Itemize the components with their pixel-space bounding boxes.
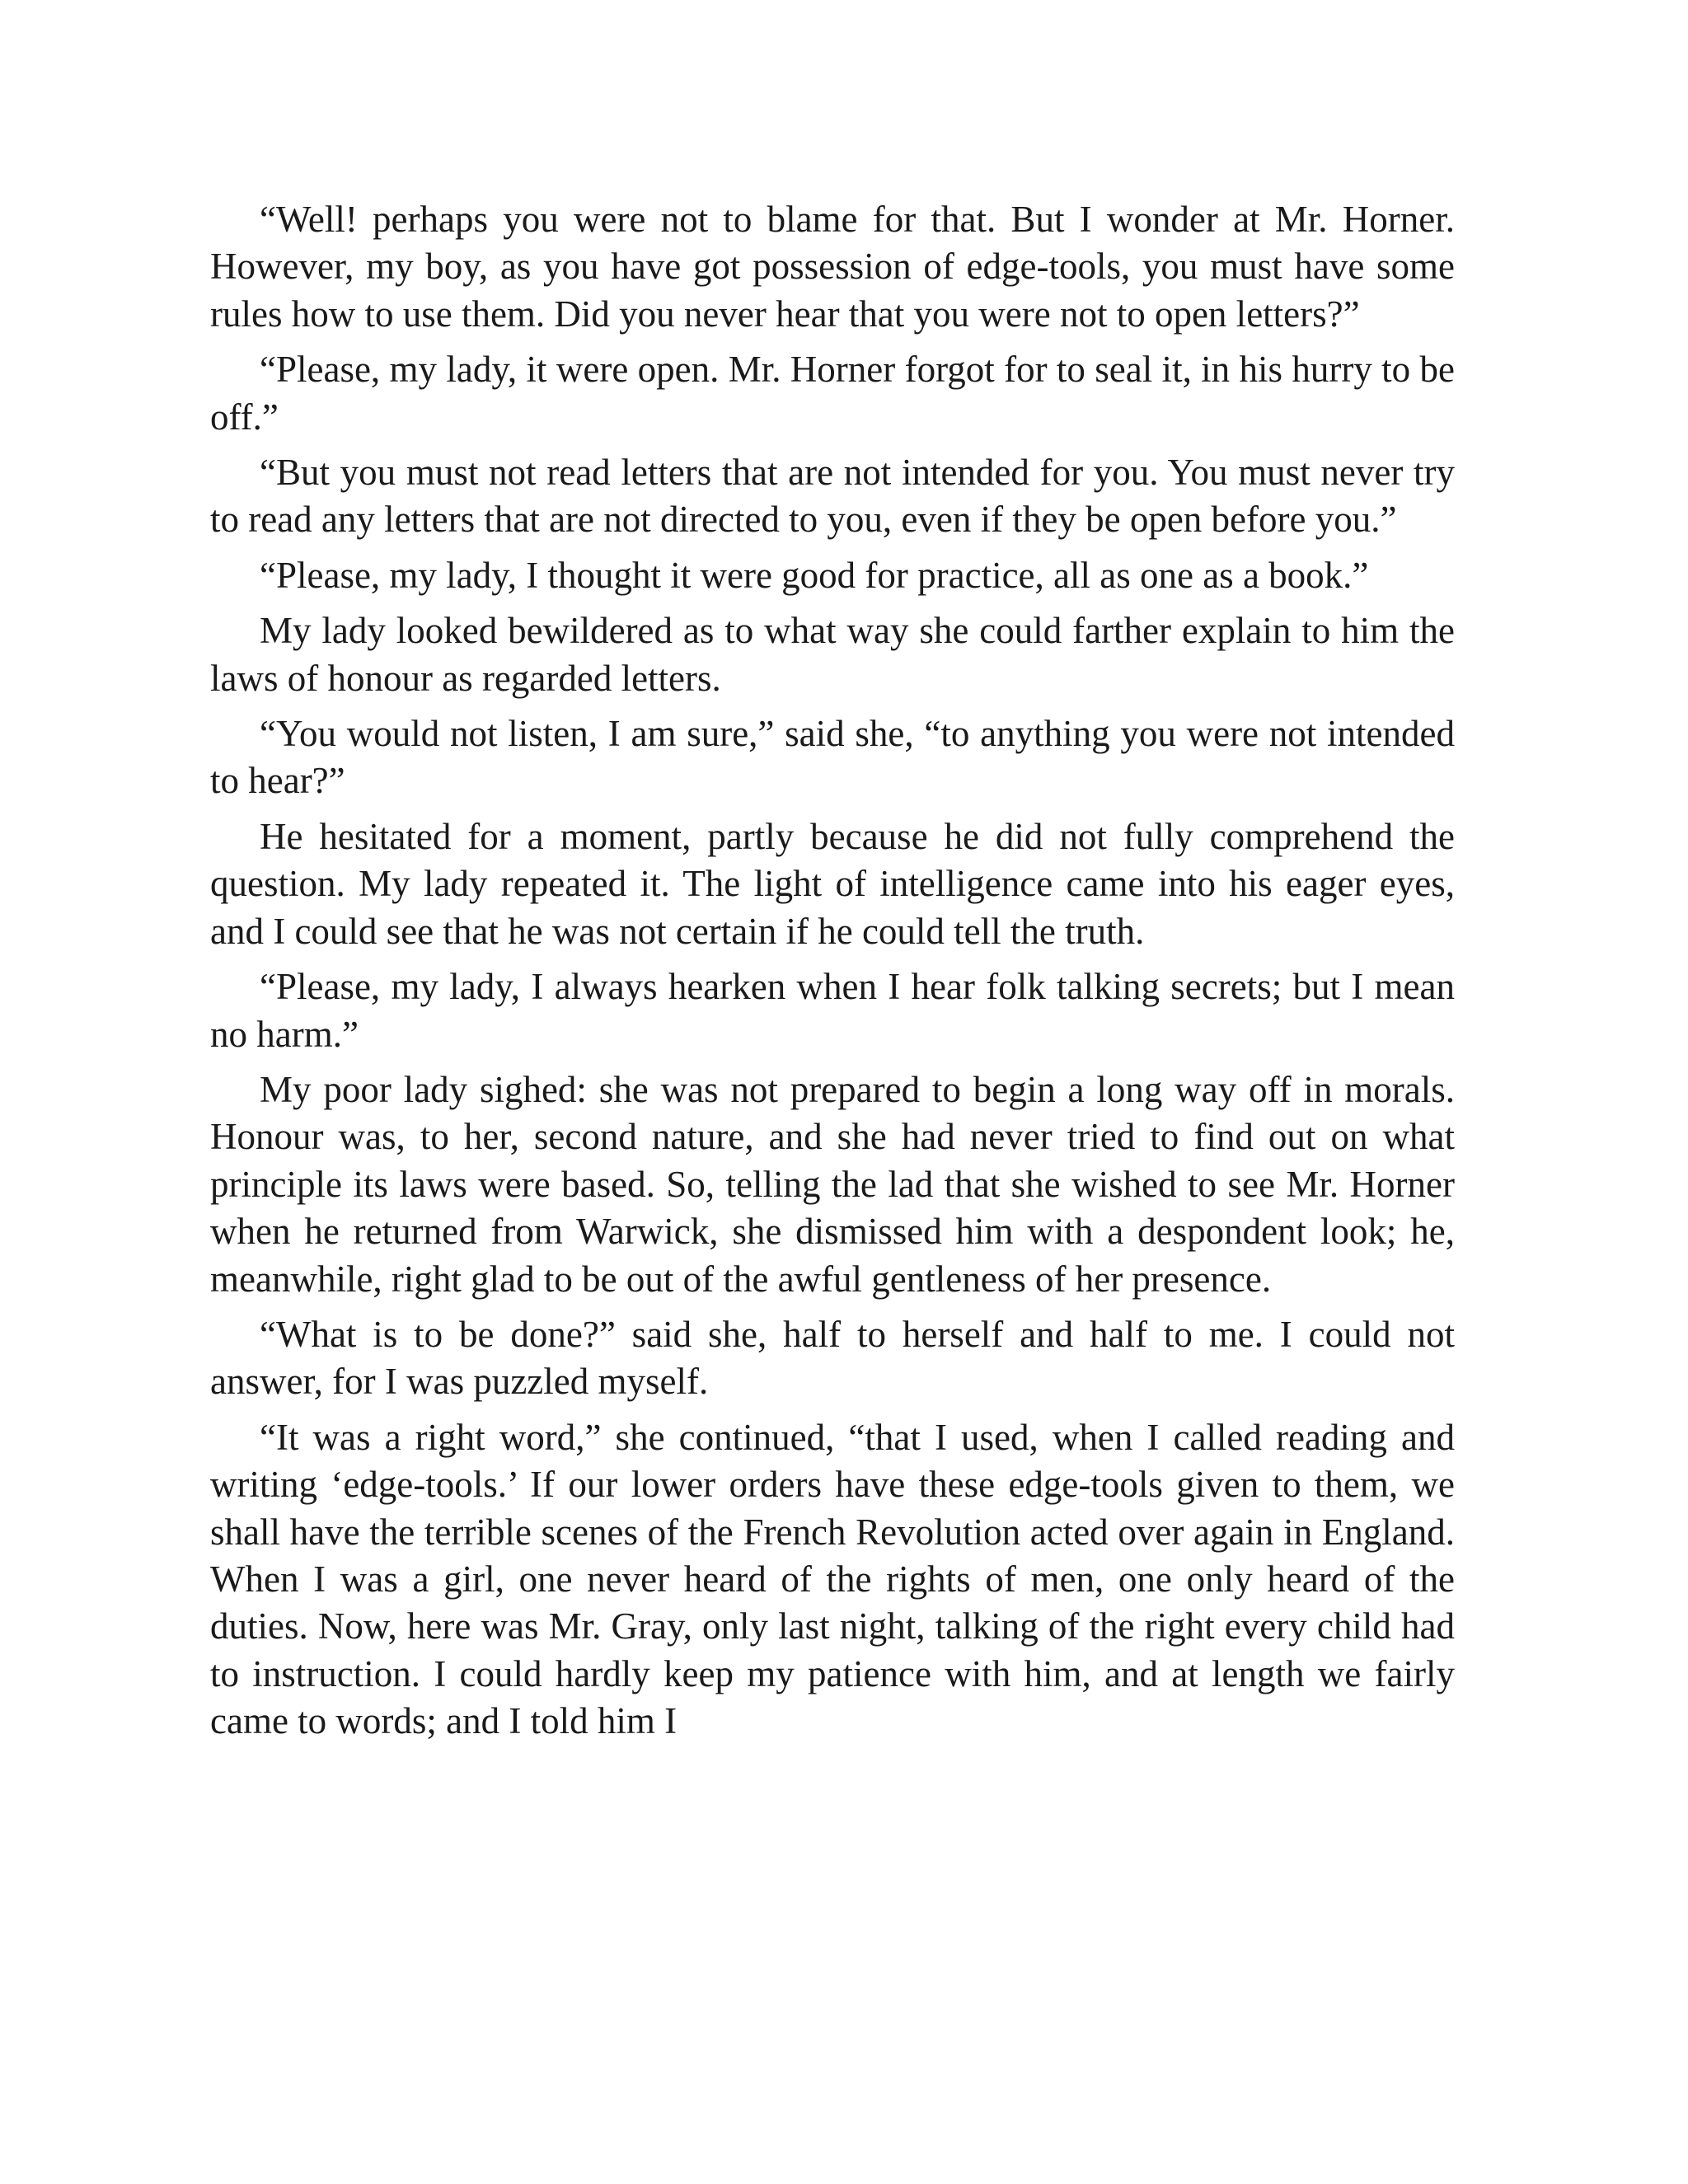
paragraph-4: “Please, my lady, I thought it were good for practice, all as one as a book.”: [260, 554, 1369, 596]
paragraph-9: My poor lady sighed: she was not prepared to begin a long way off in morals. Honour was, to her, second nature, and she had never tried to find out on what principle its laws were based. So, telling the lad that she wished to see Mr. Horner when he returned from Warwick, she dismissed him with a despondent look; he, meanwhile, right glad to be out of the awful gentleness of her presence.: [210, 1068, 1455, 1300]
paragraph-2: “Please, my lady, it were open. Mr. Horner forgot for to seal it, in his hurry to be off.”: [210, 349, 1455, 438]
paragraph-3: “But you must not read letters that are not intended for you. You must never try to read any letters that are not directed to you, even if they be open before you.”: [210, 452, 1455, 541]
paragraph-6: “You would not listen, I am sure,” said she, “to anything you were not intended to hear?”: [210, 713, 1455, 802]
paragraph-8: “Please, my lady, I always hearken when I hear folk talking secrets; but I mean no harm.”: [210, 966, 1455, 1055]
paragraph-5: My lady looked bewildered as to what way she could farther explain to him the laws of honour as regarded letters.: [210, 610, 1455, 699]
paragraph-1: “Well! perhaps you were not to blame for that. But I wonder at Mr. Horner. However, my boy, as you have got possession of edge-tools, you must have some rules how to use them. Did you never hear that you were not to open letters?”: [210, 199, 1455, 335]
paragraph-7: He hesitated for a moment, partly because he did not fully comprehend the question. My lady repeated it. The light of intelligence came into his eager eyes, and I could see that he was not certain if he could tell the truth.: [210, 815, 1455, 952]
paragraph-10: “What is to be done?” said she, half to herself and half to me. I could not answer, for I was puzzled myself.: [210, 1313, 1455, 1403]
page-body: [210, 196, 1455, 1754]
paragraph-11: “It was a right word,” she continued, “that I used, when I called reading and writing ‘edge-tools.’ If our lower orders have these edge-tools given to them, we shall have the terrible scenes of the French Revolution acted over again in England. When I was a girl, one never heard of the rights of men, one only heard of the duties. Now, here was Mr. Gray, only last night, talking of the right every child had to instruction. I could hardly keep my patience with him, and at length we fairly came to words; and I told him I: [210, 1416, 1455, 1742]
